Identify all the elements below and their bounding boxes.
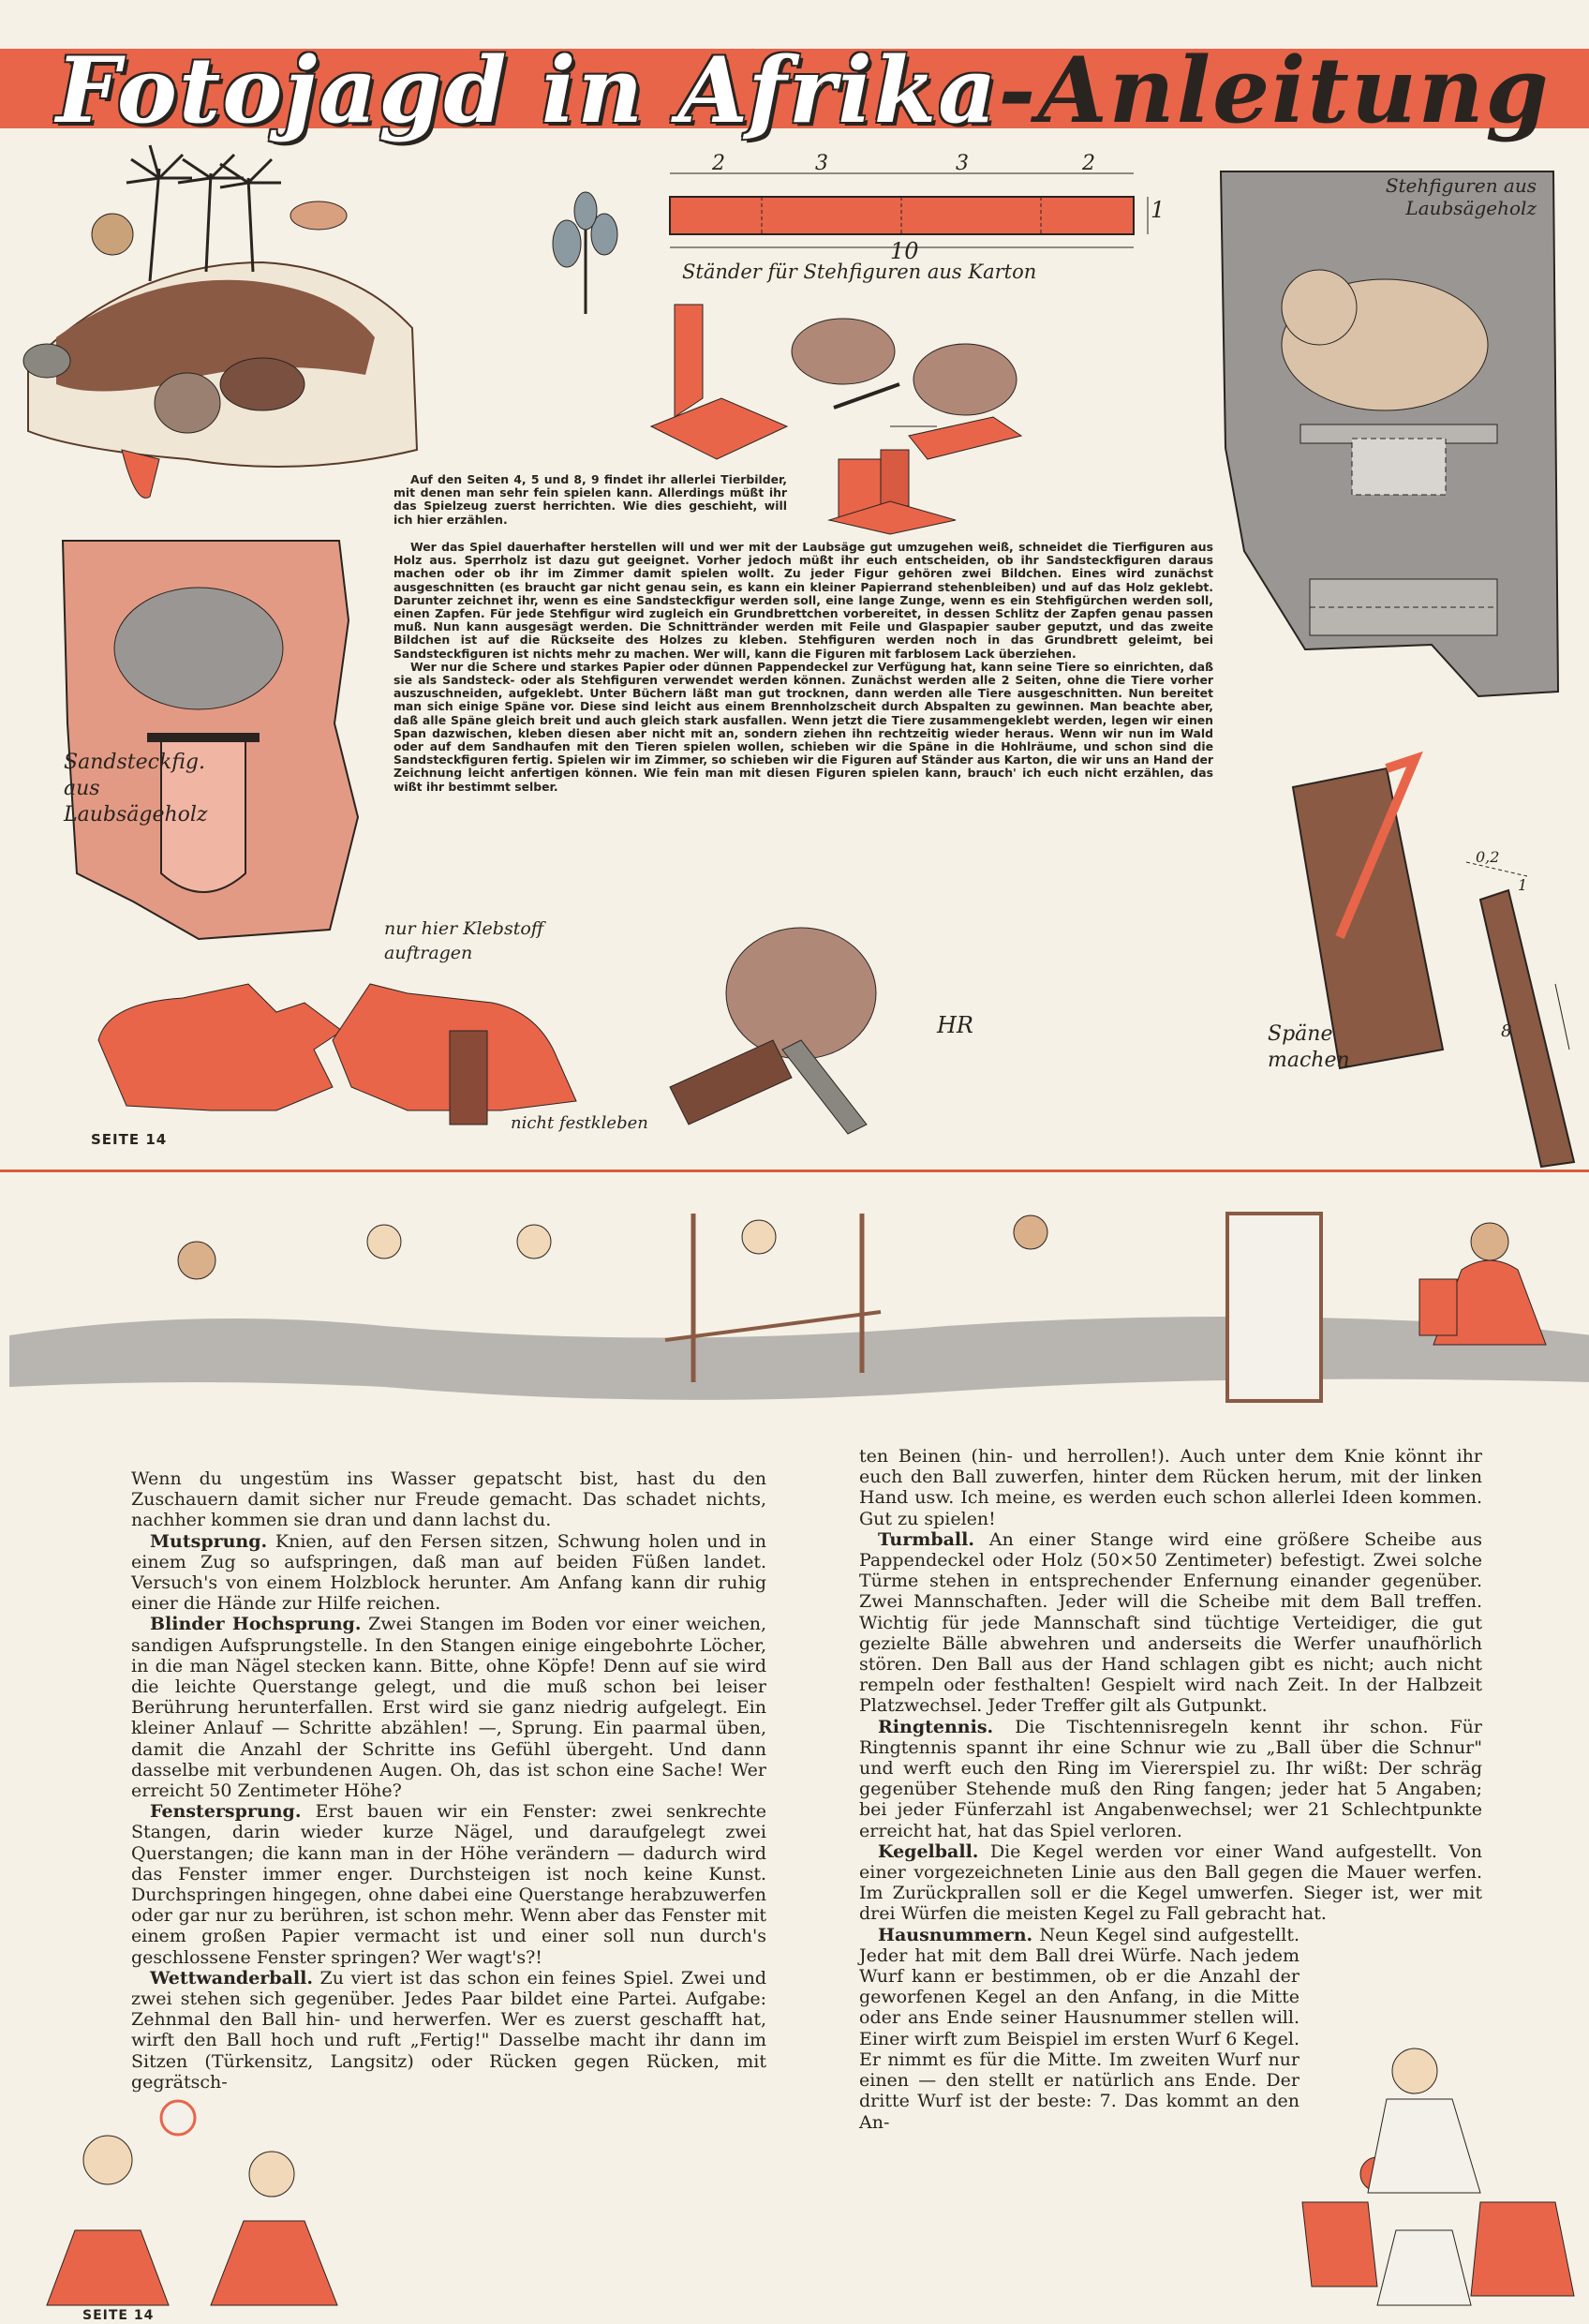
section-heading: Wettwanderball.	[150, 1967, 313, 1989]
chip-dim-label: 8	[1501, 1021, 1512, 1041]
standing-figure-label: Stehfiguren aus Laubsägeholz	[1385, 174, 1537, 219]
chips-label: Späne machen	[1268, 1022, 1350, 1072]
section-heading: Blinder Hochsprung.	[150, 1614, 362, 1635]
savanna-scene-illustration	[19, 150, 422, 515]
dim-total-label: 10	[890, 238, 919, 264]
article-paragraph: Hausnummern. Neun Kegel sind aufgestellt. Jeder hat mit dem Ball drei Würfe. Nach jedem Wurf kann er bestimmen, ob er die Anzahl der geworfenen Kegel an den Anfang, in die Mitte oder ans Ende seiner Hausnummer stellen will. Einer wirft zum Beispiel im ersten Wurf 6 Kegel. Er nimmt es für die Mitte. Im zweiten Wurf nur einen — den stellt er natürlich ans Ende. Der dritte Wurf ist der beste: 7. Das kommt an den An-	[859, 1924, 1299, 2133]
rhino-span-illustration	[661, 900, 970, 1143]
sandfig-label: Sandsteckfig. aus Laubsägeholz	[64, 751, 208, 827]
children-exercise-illustration	[9, 1185, 1589, 1429]
chip-dim-label: 1	[1518, 876, 1528, 894]
chip-dim-label: 0,2	[1476, 848, 1500, 866]
article-paragraph: Blinder Hochsprung. Zwei Stangen im Boden vor einer weichen, sandigen Aufsprungstelle. In den Stangen einige eingebohrte Löcher, in die man Nägel stecken kann. Bitte, ohne Köpfe! Denn auf sie wird die leichte Querstange gelegt, und die muß schon bei leiser Berührung herunterfallen. Erst wird sie ganz niedrig aufgelegt. Ein kleiner Anlauf — Schritte abzählen! —, Sprung. Ein paarmal üben, damit die Anzahl der Schritte ins Gefühl übergeht. Und dann dasselbe mit verbundenen Augen. Oh, das ist schon eine Sache! Wer erreicht 50 Zentimeter Höhe?	[131, 1614, 766, 1802]
noglue-label: nicht festkleben	[511, 1113, 648, 1133]
children-ball-illustration-left	[19, 2071, 365, 2324]
section-heading: Ringtennis.	[878, 1716, 994, 1737]
instruction-paragraph: Wer das Spiel dauerhafter herstellen will und wer mit der Laubsäge gut umzugehen weiß, schneidet die Tierfiguren aus Holz aus. Sperrholz ist dazu gut geeignet. Vorher jedoch müßt ihr euch entscheiden, ob ihr Sandsteckfiguren daraus machen oder ob ihr im Zimmer damit spielen wollt. Zu jeder Figur gehören zwei Bildchen. Eines wird zunächst ausgeschnitten (es braucht gar nicht genau sein, es kann ein kleiner Papierrand stehenbleiben) und auf das Holz geklebt. Darunter zeichnet ihr, wenn es eine Sandsteckfigur werden soll, eine lange Zunge, wenn es ein Stehfigürchen werden soll, einen Zapfen. Für jede Stehfigur wird zugleich ein Grundbrettchen vorbereitet, in dessen Schlitz der Zapfen genau passen muß. Nun kann ausgesägt werden. Die Schnittränder werden mit Feile und Glaspapier sauber geputzt, und das zweite Bildchen ist auf die Rückseite des Holzes zu kleben. Stehfiguren werden noch in das Grundbrett geleimt, bei Sandsteckfiguren ist nichts mehr zu machen. Wer will, kann die Figuren mit farblosem Lack überziehen.	[394, 540, 1213, 661]
plant-illustration	[520, 187, 651, 319]
article-paragraph: Ringtennis. Die Tischtennisregeln kennt ihr schon. Für Ringtennis spannt ihr eine Schnur wie zu „Ball über die Schnur" und werft euch den Ring im Viererspiel zu. Ihr wißt: Der schräg gegenüber Stehende muß den Ring fangen; jeder hat 5 Angaben; bei jeder Fünferzahl ist Angabenwechsel; wer 21 Schlechtpunkte erreicht hat, hat das Spiel verloren.	[859, 1716, 1482, 1841]
section-heading: Hausnummern.	[878, 1924, 1033, 1945]
dim-label: 3	[956, 152, 969, 175]
wood-chips-illustration	[1284, 750, 1574, 1162]
article-paragraph: Fenstersprung. Erst bauen wir ein Fenster: zwei senkrechte Stangen, darin wieder kurze Nägel, und daraufgelegt zwei Querstangen; die kann man in der Höhe verändern — dadurch wird das Fenster immer enger. Durchsteigen ist noch keine Kunst. Durchspringen hingegen, ohne dabei eine Querstange herabzuwerfen oder gar nur zu berühren, ist schon mehr. Wenn aber das Fenster mit einem großen Papier vermacht ist und einer soll nun durch's geschlossene Fenster springen? Wer wagt's?!	[131, 1801, 766, 1968]
section-heading: Fenstersprung.	[150, 1801, 302, 1823]
title-suffix: -Anleitung	[998, 37, 1551, 143]
stand-caption: Ständer für Stehfiguren aus Karton	[682, 261, 1037, 283]
article-paragraph: Kegelball. Die Kegel werden vor einer Wand aufgestellt. Von einer vorgezeichneten Linie aus den Ball gegen die Mauer werfen. Im Zurückprallen soll er die Kegel umwerfen. Sieger ist, wer mit drei Würfen die meisten Kegel zu Fall gebracht hat.	[859, 1840, 1482, 1925]
article-paragraph: Mutsprung. Knien, auf den Fersen sitzen, Schwung holen und in einem Zug so aufspringen, daß man auf beiden Füßen landet. Versuch's von einem Holzblock herunter. Am Anfang kann dir ruhig einer die Hände zur Hilfe reichen.	[131, 1530, 766, 1615]
dim-label: 3	[815, 152, 828, 175]
page-number-top: SEITE 14	[91, 1131, 168, 1148]
article-left-column	[131, 1468, 766, 2093]
stand-piece-illustration	[824, 431, 965, 534]
section-heading: Kegelball.	[878, 1840, 979, 1862]
signature: HR	[937, 1012, 973, 1038]
dim-height-label: 1	[1151, 197, 1166, 223]
standing-figure-panel	[1216, 167, 1572, 729]
title-main: Fotojagd in Afrika	[56, 37, 999, 143]
glue-label: nur hier Klebstoff auftragen	[384, 918, 544, 963]
rhino-glue-illustration	[89, 946, 614, 1134]
dim-label: 2	[712, 152, 725, 175]
sand-figure-panel	[58, 536, 367, 948]
page-number-bottom: SEITE 14	[82, 2308, 155, 2323]
article-paragraph: Wettwanderball. Zu viert ist das schon ein feines Spiel. Zwei und zwei stehen sich gegenüber. Jedes Paar bildet eine Partei. Aufgabe: Zehnmal den Ball hin- und herwerfen. Wer es zuerst geschafft hat, wirft den Ball hoch und ruft „Fertig!" Dasselbe macht ihr dann im Sitzen (Türkensitz, Langsitz) oder Rücken gegen Rücken, mit gegrätsch-	[131, 1967, 766, 2093]
instruction-paragraph: Auf den Seiten 4, 5 und 8, 9 findet ihr allerlei Tierbilder, mit denen man sehr fein spielen kann. Allerdings müßt ihr das Spielzeug zuerst herrichten. Wie dies geschieht, will ich hier erzählen.	[394, 472, 787, 527]
section-heading: Turmball.	[878, 1528, 974, 1550]
dim-label: 2	[1082, 152, 1095, 175]
article-paragraph: ten Beinen (hin- und herrollen!). Auch unter dem Knie könnt ihr euch den Ball zuwerfen, hinter dem Rücken herum, mit der linken Hand usw. Ich meine, es werden euch schon allerlei Ideen kommen. Gut zu spielen!	[859, 1446, 1482, 1529]
instruction-body	[394, 541, 1213, 794]
section-divider	[0, 1169, 1589, 1172]
children-ball-illustration-right	[1293, 2015, 1583, 2324]
article-paragraph: Turmball. An einer Stange wird eine größere Scheibe aus Pappendeckel oder Holz (50×50 Zentimeter) befestigt. Zwei solche Türme stehen in entsprechender Enfernung einander gegenüber. Zwei Mannschaften. Jeder will die Scheibe mit dem Ball treffen. Wichtig für jede Mannschaft sind tüchtige Verteidiger, die gut gezielte Bälle abwehren und anderseits die Werfer unaufhörlich stören. Den Ball aus der Hand schlagen gibt es nicht; auch nicht rempeln oder festhalten! Gespielt wird nach Zeit. In der Halbzeit Platzwechsel. Jeder Treffer gilt als Gutpunkt.	[859, 1528, 1482, 1717]
page-title	[56, 37, 1551, 143]
section-heading: Mutsprung.	[150, 1530, 268, 1552]
instruction-intro	[394, 473, 787, 527]
instruction-paragraph: Wer nur die Schere und starkes Papier oder dünnen Pappendeckel zur Verfügung hat, kann seine Tiere so einrichten, daß sie als Sandsteck- oder als Stehfiguren verwendet werden können. Zunächst werden alle 2 Seiten, ohne die Tiere vorher auszuschneiden, aufgeklebt. Unter Büchern läßt man gut trocknen, dann werden alle Tiere ausgeschnitten. Nun bereitet man sich einige Späne vor. Diese sind leicht aus einem Brennholzscheit durch Abspalten zu gewinnen. Man beachte aber, daß alle Späne gleich breit und auch gleich stark ausfallen. Wenn jetzt die Tiere zusammengeklebt werden, legen wir einen Span dazwischen, kleben diesen aber nicht mit an, sondern ziehen ihn rechtzeitig wieder heraus. Wenn wir nun im Wald oder auf dem Sandhaufen mit den Tieren spielen wollen, schieben wir die Späne in die Hohlräume, und schon sind die Sandsteckfiguren fertig. Spielen wir im Zimmer, so schieben wir die Figuren auf Ständer aus Karton, die wir uns an Hand der Zeichnung leicht anfertigen können. Wie fein man mit diesen Figuren spielen kann, brauch' ich euch nicht erzählen, das wißt ihr bestimmt selber.	[394, 659, 1213, 794]
article-paragraph: Wenn du ungestüm ins Wasser gepatscht bist, hast du den Zuschauern damit sicher nur Freude gemacht. Das schadet nichts, nachher kommen sie dran und dann lachst du.	[131, 1468, 766, 1531]
